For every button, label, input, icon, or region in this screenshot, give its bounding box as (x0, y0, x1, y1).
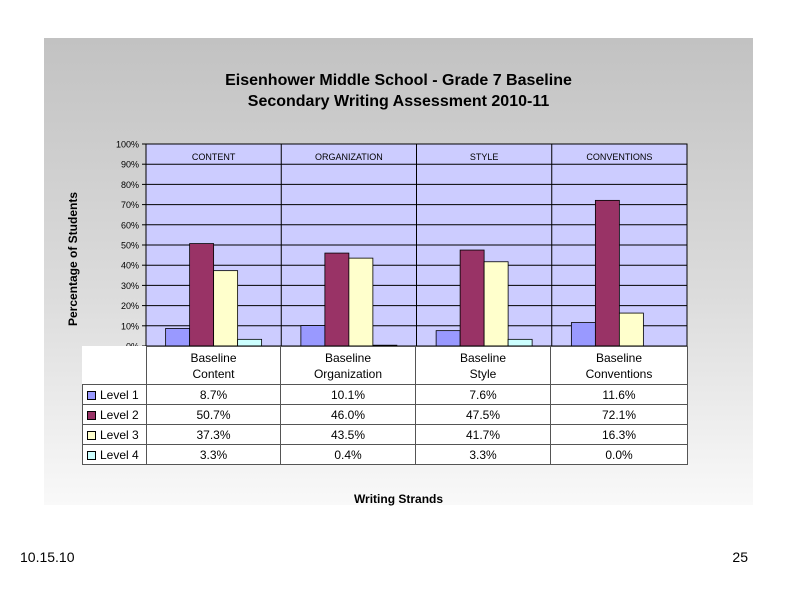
table-cell: 16.3% (551, 425, 688, 445)
category-label-content (147, 347, 281, 385)
category-label-line-1: Baseline (324, 350, 372, 365)
y-axis-label: Percentage of Students (66, 191, 80, 327)
legend-entry-level-1 (83, 385, 147, 405)
category-label-conventions (551, 347, 688, 385)
y-tick-label: 60% (120, 220, 139, 231)
table-cell: 8.7% (147, 385, 281, 405)
legend-swatch-level-3 (87, 431, 96, 440)
bar (301, 326, 325, 346)
y-tick-label: 20% (120, 301, 139, 312)
table-cell: 11.6% (551, 385, 688, 405)
legend-swatch-level-2 (87, 411, 96, 420)
y-tick-label: 70% (120, 200, 139, 211)
page-number: 25 (732, 549, 748, 565)
table-cell: 37.3% (147, 425, 281, 445)
section-label: ORGANIZATION (314, 152, 383, 162)
legend-swatch-level-4 (87, 451, 96, 460)
legend-label: Level 4 (100, 447, 139, 462)
bar (166, 328, 190, 346)
bar (484, 262, 508, 346)
y-tick-label: 40% (120, 260, 139, 271)
bar (436, 331, 460, 346)
table-cell: 0.0% (551, 445, 688, 465)
category-label-line-1: Baseline (459, 350, 507, 365)
category-header-row (83, 347, 688, 385)
table-cell: 41.7% (416, 425, 551, 445)
section-label: CONTENT (191, 152, 236, 162)
table-row-level-2 (83, 405, 688, 425)
bar (595, 200, 619, 346)
chart-title-line-1: Eisenhower Middle School - Grade 7 Baseline (225, 72, 572, 89)
legend-swatch-level-1 (87, 391, 96, 400)
legend-label: Level 1 (100, 387, 139, 402)
legend-label: Level 3 (100, 427, 139, 442)
bar (619, 313, 643, 346)
bar (214, 271, 238, 346)
category-label-line-2: Conventions (585, 366, 653, 381)
footer-date: 10.15.10 (20, 549, 75, 565)
y-tick-label: 80% (120, 179, 139, 190)
category-label-organization (281, 347, 416, 385)
table-cell: 0.4% (281, 445, 416, 465)
y-tick-label: 90% (120, 159, 139, 170)
table-row-level-1 (83, 385, 688, 405)
bar (349, 258, 373, 346)
section-label: STYLE (469, 152, 499, 162)
table-cell: 43.5% (281, 425, 416, 445)
category-label-line-1: Baseline (595, 350, 643, 365)
table-cell: 10.1% (281, 385, 416, 405)
table-row-level-4 (83, 445, 688, 465)
chart-title-line-2: Secondary Writing Assessment 2010-11 (247, 93, 550, 110)
bar (508, 339, 532, 346)
category-label-line-1: Baseline (190, 350, 237, 365)
table-cell: 46.0% (281, 405, 416, 425)
category-label-style (416, 347, 551, 385)
legend-label: Level 2 (100, 407, 139, 422)
bar (460, 250, 484, 346)
y-tick-label: 30% (120, 280, 139, 291)
bar (238, 339, 262, 346)
table-cell: 3.3% (147, 445, 281, 465)
section-label: CONVENTIONS (586, 152, 653, 162)
table-row-level-3 (83, 425, 688, 445)
bar (571, 323, 595, 346)
y-tick-label: 100% (115, 139, 139, 150)
category-label-line-2: Content (192, 366, 235, 381)
category-label-line-2: Style (469, 366, 497, 381)
category-label-line-2: Organization (313, 366, 383, 381)
x-axis-label: Writing Strands (353, 492, 444, 506)
table-cell: 7.6% (416, 385, 551, 405)
table-cell: 3.3% (416, 445, 551, 465)
table-cell: 47.5% (416, 405, 551, 425)
table-corner (83, 347, 147, 385)
legend-entry-level-3 (83, 425, 147, 445)
legend-entry-level-2 (83, 405, 147, 425)
legend-entry-level-4 (83, 445, 147, 465)
data-table (82, 346, 688, 465)
bar (325, 253, 349, 346)
table-cell: 50.7% (147, 405, 281, 425)
y-tick-label: 50% (120, 240, 139, 251)
bar (190, 244, 214, 346)
y-tick-label: 10% (120, 321, 139, 332)
table-cell: 72.1% (551, 405, 688, 425)
